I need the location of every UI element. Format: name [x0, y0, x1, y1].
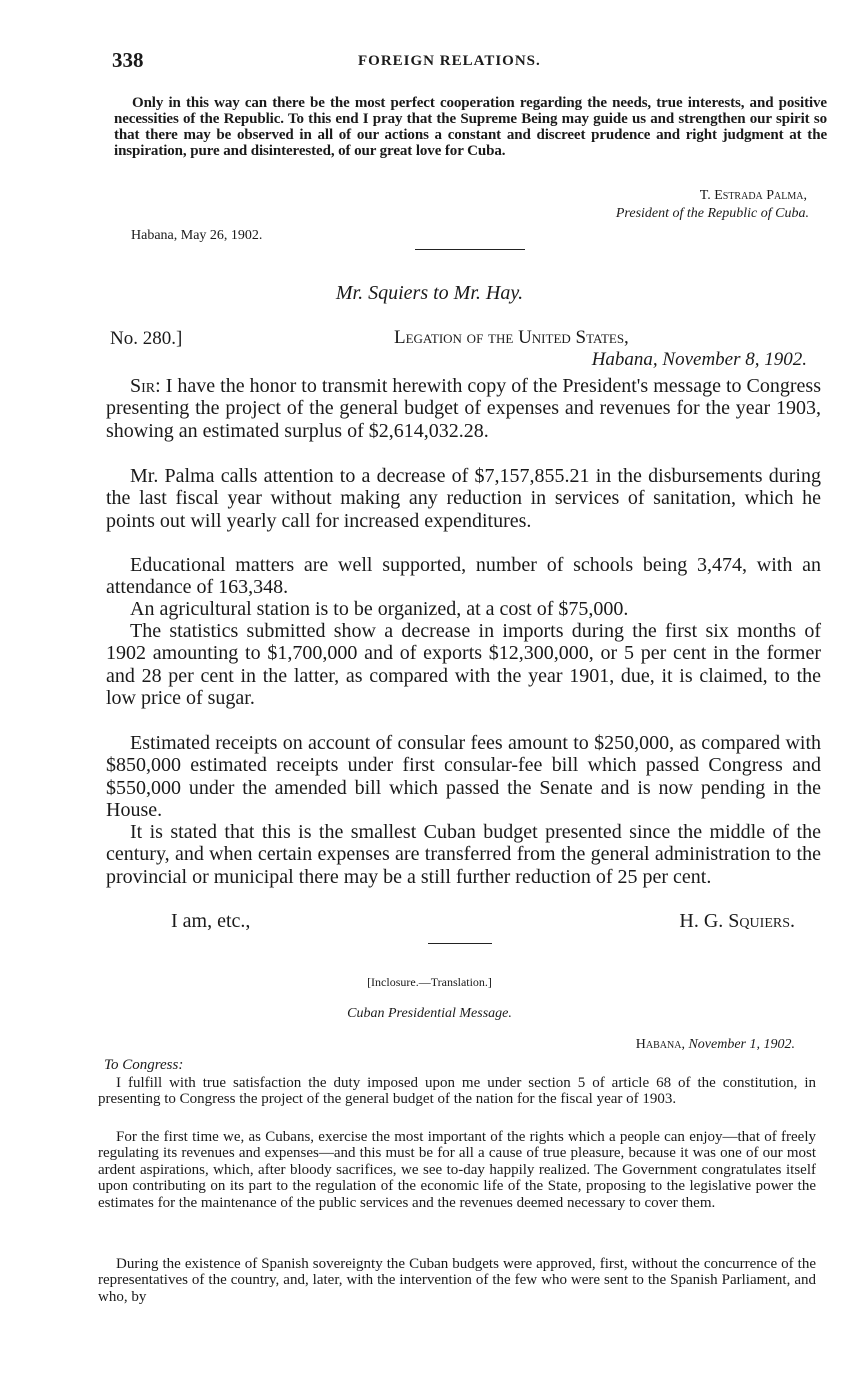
letter-paragraph: The statistics submitted show a decrease in imports during the first six months of 1902 amounting to $1,700,000 and of exports $12,300,000, or 5 per cent in the former and 28 per cent in the latter, as compared with the year 1901, due, it is claimed, to the low price of sugar. — [106, 620, 821, 709]
letter-closing: I am, etc., — [171, 910, 251, 932]
letter-paragraph: Sir: I have the honor to transmit herewith copy of the President's message to Congress presenting the project of the general budget of expenses and revenues for the year 1903, showing an estimated surplus of $2,614,032.28. — [106, 375, 821, 442]
palma-signature-name: T. Estrada Palma, — [699, 188, 807, 203]
message-paragraph: During the existence of Spanish sovereignty the Cuban budgets were approved, first, without the concurrence of the representatives of the country, and, later, with the intervention of the few who were sent to the Spanish Parliament, and who, by — [98, 1256, 816, 1305]
message-paragraph: I fulfill with true satisfaction the duty imposed upon me under section 5 of article 68 of the constitution, in presenting to Congress the project of the general budget of the nation for the fiscal year of 1903. — [98, 1075, 816, 1108]
legation-line: Legation of the United States, — [394, 327, 629, 348]
inclosure-address: To Congress: — [104, 1057, 184, 1073]
running-title: FOREIGN RELATIONS. — [358, 53, 541, 69]
letter-signer: H. G. Squiers. — [679, 910, 795, 932]
section-divider — [415, 249, 525, 250]
letter-heading: Mr. Squiers to Mr. Hay. — [335, 282, 524, 304]
palma-place-date: Habana, May 26, 1902. — [131, 228, 263, 243]
inclosure-title: Cuban Presidential Message. — [347, 1006, 512, 1021]
palma-signature-title: President of the Republic of Cuba. — [615, 206, 809, 221]
letter-paragraph: Mr. Palma calls attention to a decrease of $7,157,855.21 in the disbursements during the last fiscal year without making any reduction in services of sanitation, which he points out will yearly call for increased expenditures. — [106, 465, 821, 532]
inclosure-dateline: Habana, November 1, 1902. — [635, 1037, 795, 1052]
palma-closing-paragraph: Only in this way can there be the most perfect cooperation regarding the needs, true interests, and positive necessities of the Republic. To this end I pray that the Supreme Being may guide us and strengthen our spirit so that there may be observed in all of our actions a constant and discreet prudence and right judgment at the inspiration, pure and disinterested, of our great love for Cuba. — [114, 95, 827, 159]
letter-paragraph: An agricultural station is to be organized, at a cost of $75,000. — [130, 598, 629, 620]
message-paragraph: For the first time we, as Cubans, exercise the most important of the rights which a people can enjoy—that of freely regulating its revenues and expenses—and this must be for all a cause of true pleasure, because it was one of our most ardent aspirations, which, after bloody sacrifices, we see to-day happily realized. The Government congratulates itself upon contributing on its part to the regulation of the economic life of the State, proposing to the legislative power the estimates for the maintenance of the public services and the revenues deemed necessary to cover them. — [98, 1129, 816, 1211]
salutation: Sir: — [130, 375, 161, 397]
letter-paragraph: Educational matters are well supported, number of schools being 3,474, with an attendance of 163,348. — [106, 554, 821, 599]
section-divider — [428, 943, 492, 944]
letter-paragraph: It is stated that this is the smallest Cuban budget presented since the middle of the century, and when certain expenses are transferred from the general administration to the provincial or municipal there may be a still further reduction of 25 per cent. — [106, 821, 821, 888]
letter-paragraph: Estimated receipts on account of consular fees amount to $250,000, as compared with $850,000 estimated receipts under first consular-fee bill which passed Congress and $550,000 under the amended bill which passed the Senate and is now pending in the House. — [106, 732, 821, 821]
letter-dateline: Habana, November 8, 1902. — [591, 349, 807, 370]
dispatch-number: No. 280.] — [110, 328, 183, 349]
inclosure-label: [Inclosure.—Translation.] — [367, 975, 492, 989]
page-number: 338 — [112, 48, 144, 72]
